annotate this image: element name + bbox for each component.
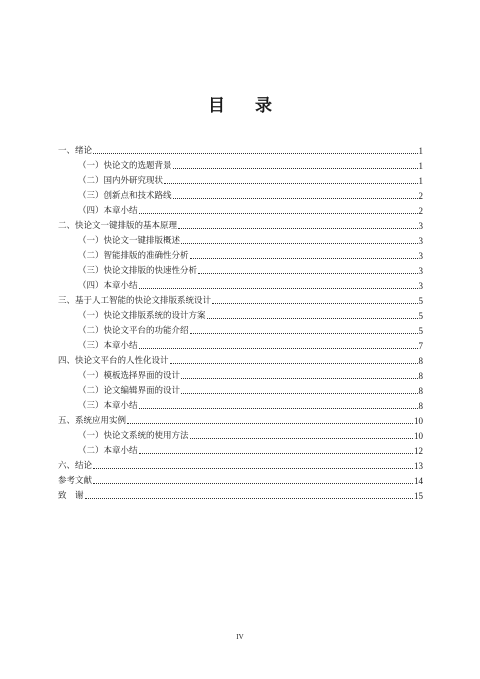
toc-entry-page: 5: [418, 296, 423, 306]
dot-leader: [173, 197, 418, 199]
toc-entry-page: 15: [414, 491, 423, 501]
toc-entry-page: 12: [414, 446, 423, 456]
toc-entry-title: （一）快论文的选题背景: [78, 161, 172, 171]
dot-leader: [173, 167, 418, 169]
toc-entry[interactable]: [58, 351, 423, 366]
toc-entry-page: 2: [418, 191, 423, 201]
toc-entry[interactable]: [78, 276, 423, 291]
dot-leader: [198, 272, 417, 274]
toc-entry[interactable]: [58, 411, 423, 426]
toc-entry-page: 13: [414, 461, 423, 471]
toc-entry-page: 3: [418, 281, 423, 291]
toc-entry-title: 致 谢: [58, 491, 84, 501]
toc-entry-title: （二）快论文平台的功能介绍: [78, 326, 189, 336]
dot-leader: [93, 152, 417, 154]
toc-entry[interactable]: [58, 291, 423, 306]
dot-leader: [93, 482, 413, 484]
dot-leader: [181, 377, 417, 379]
toc-entry-title: （一）快论文系统的使用方法: [78, 431, 189, 441]
toc-entry[interactable]: [58, 486, 423, 501]
toc-entry-page: 8: [418, 386, 423, 396]
toc-entry[interactable]: [78, 171, 423, 186]
toc-entry[interactable]: [78, 231, 423, 246]
toc-entry-title: （三）快论文排版的快速性分析: [78, 266, 198, 276]
toc-entry-page: 5: [418, 326, 423, 336]
toc-entry[interactable]: [78, 261, 423, 276]
toc-entry-title: （四）本章小结: [78, 206, 138, 216]
dot-leader: [178, 227, 417, 229]
toc-entry[interactable]: [78, 366, 423, 381]
dot-leader: [164, 182, 417, 184]
toc-entry-title: 五、系统应用实例: [58, 416, 127, 426]
dot-leader: [181, 392, 417, 394]
toc-entry[interactable]: [78, 336, 423, 351]
toc-entry[interactable]: [78, 381, 423, 396]
page-number-footer: IV: [236, 633, 244, 641]
toc-entry[interactable]: [78, 201, 423, 216]
toc-entry-page: 2: [418, 206, 423, 216]
dot-leader: [190, 437, 413, 439]
toc-entry-page: 3: [418, 236, 423, 246]
dot-leader: [139, 287, 418, 289]
toc-entry[interactable]: [78, 156, 423, 171]
toc-entry-title: 四、快论文平台的人性化设计: [58, 356, 169, 366]
toc-entry[interactable]: [78, 426, 423, 441]
toc-entry-page: 10: [414, 431, 423, 441]
toc-entry[interactable]: [78, 306, 423, 321]
toc-entry-page: 1: [418, 146, 423, 156]
toc-entry-title: （三）本章小结: [78, 341, 138, 351]
dot-leader: [212, 302, 417, 304]
toc-entry-title: 参考文献: [58, 476, 93, 486]
toc-entry-title: （四）本章小结: [78, 281, 138, 291]
toc-entry-page: 3: [418, 251, 423, 261]
dot-leader: [139, 407, 418, 409]
toc-entry[interactable]: [58, 141, 423, 156]
toc-entry-page: 1: [418, 161, 423, 171]
toc-entry-title: 六、结论: [58, 461, 93, 471]
toc-entry-page: 1: [418, 176, 423, 186]
toc-entry-page: 3: [418, 266, 423, 276]
toc-entry-page: 10: [414, 416, 423, 426]
toc-entry-title: （一）快论文排版系统的设计方案: [78, 311, 206, 321]
dot-leader: [127, 422, 413, 424]
toc-entry-page: 5: [418, 311, 423, 321]
page-title: 目 录: [208, 96, 284, 116]
toc-entry-title: （二）论文编辑界面的设计: [78, 386, 181, 396]
toc-entry-title: （一）快论文一键排版概述: [78, 236, 181, 246]
toc-entry-page: 3: [418, 221, 423, 231]
dot-leader: [207, 317, 418, 319]
toc-entry-title: （二）智能排版的准确性分析: [78, 251, 189, 261]
dot-leader: [170, 362, 418, 364]
toc-entry-title: 三、基于人工智能的快论文排版系统设计: [58, 296, 212, 306]
toc-entry[interactable]: [78, 396, 423, 411]
toc-entry[interactable]: [58, 456, 423, 471]
toc-entry-title: （一）模板选择界面的设计: [78, 371, 181, 381]
toc-entry-page: 8: [418, 401, 423, 411]
toc-entry-title: （三）本章小结: [78, 401, 138, 411]
toc-entry-page: 7: [418, 341, 423, 351]
toc-entry-title: （二）本章小结: [78, 446, 138, 456]
dot-leader: [181, 242, 417, 244]
toc-entry[interactable]: [58, 216, 423, 231]
toc-entry-title: （二）国内外研究现状: [78, 176, 164, 186]
toc-entry-page: 8: [418, 371, 423, 381]
dot-leader: [190, 332, 418, 334]
toc-entry-title: 二、快论文一键排版的基本原理: [58, 221, 178, 231]
toc-entry-page: 14: [414, 476, 423, 486]
toc-entry-title: 一、绪论: [58, 146, 93, 156]
toc-entry-title: （三）创新点和技术路线: [78, 191, 172, 201]
dot-leader: [85, 497, 413, 499]
dot-leader: [139, 452, 413, 454]
toc-entry-page: 8: [418, 356, 423, 366]
toc-entry[interactable]: [78, 186, 423, 201]
toc-entry[interactable]: [78, 246, 423, 261]
dot-leader: [139, 347, 418, 349]
toc-entry[interactable]: [78, 441, 423, 456]
toc-entry[interactable]: [78, 321, 423, 336]
dot-leader: [139, 212, 418, 214]
toc-entry[interactable]: [58, 471, 423, 486]
dot-leader: [93, 467, 413, 469]
dot-leader: [190, 257, 418, 259]
